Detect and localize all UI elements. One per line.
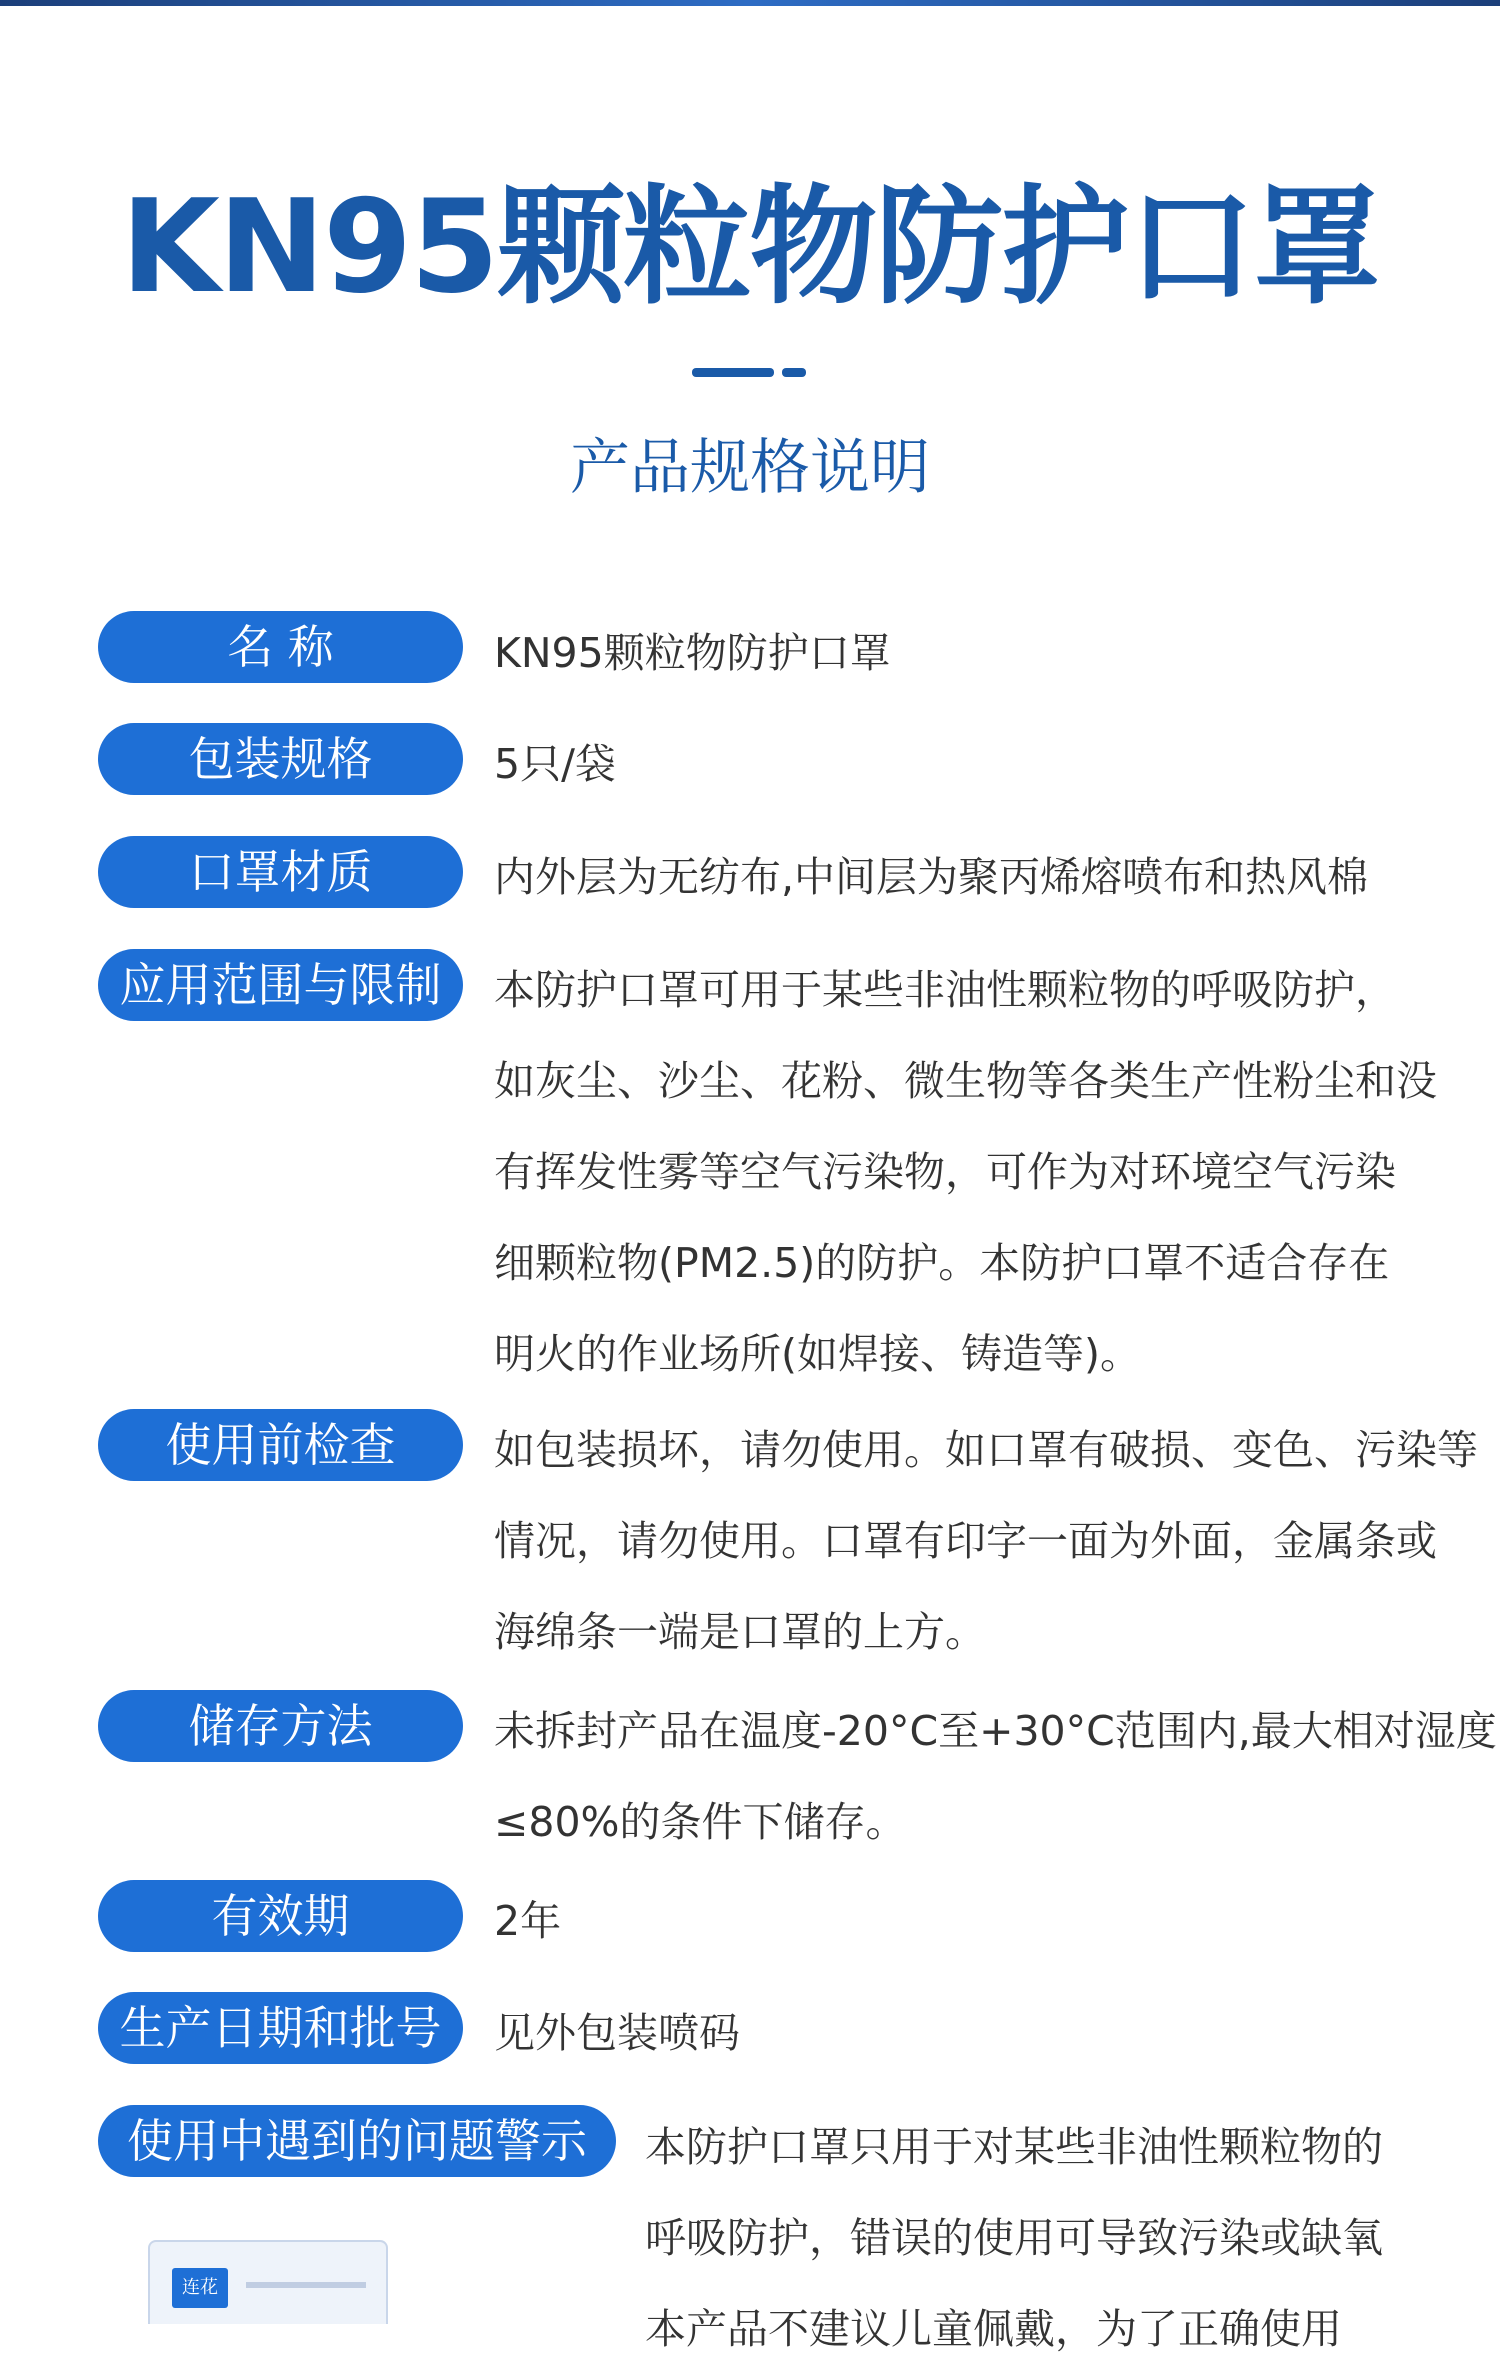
package-stripe bbox=[246, 2282, 366, 2288]
page-subtitle: 产品规格说明 bbox=[570, 433, 930, 503]
spec-label-scope: 应用范围与限制 bbox=[98, 949, 463, 1021]
spec-label-storage: 储存方法 bbox=[98, 1690, 463, 1762]
spec-value-line: 本防护口罩只用于对某些非油性颗粒物的 bbox=[645, 2123, 1383, 2171]
spec-value-line: 海绵条一端是口罩的上方。 bbox=[494, 1608, 986, 1656]
spec-value-line: 细颗粒物(PM2.5)的防护。本防护口罩不适合存在 bbox=[494, 1239, 1390, 1287]
spec-label-material: 口罩材质 bbox=[98, 836, 463, 908]
spec-value-scope bbox=[494, 945, 1494, 1400]
spec-value-line: 有挥发性雾等空气污染物，可作为对环境空气污染 bbox=[494, 1148, 1396, 1196]
spec-label-validity: 有效期 bbox=[98, 1880, 463, 1952]
page-title: KN95颗粒物防护口罩 bbox=[120, 173, 1380, 322]
spec-value-warning bbox=[645, 2102, 1465, 2375]
spec-value-batch bbox=[494, 1988, 1494, 2079]
spec-value-line: 如包装损坏，请勿使用。如口罩有破损、变色、污染等 bbox=[494, 1426, 1478, 1474]
spec-value-line: 明火的作业场所(如焊接、铸造等)。 bbox=[494, 1330, 1141, 1378]
spec-value-line: 呼吸防护，错误的使用可导致污染或缺氧 bbox=[645, 2214, 1383, 2262]
spec-value-name bbox=[494, 608, 1494, 699]
title-divider-long bbox=[692, 368, 774, 377]
title-divider-short bbox=[782, 368, 806, 377]
spec-value-line: 如灰尘、沙尘、花粉、微生物等各类生产性粉尘和没 bbox=[494, 1057, 1437, 1105]
spec-value-material bbox=[494, 832, 1494, 923]
spec-label-precheck: 使用前检查 bbox=[98, 1409, 463, 1481]
spec-value-line: 情况，请勿使用。口罩有印字一面为外面，金属条或 bbox=[494, 1517, 1437, 1565]
spec-value-line: 见外包装喷码 bbox=[494, 2009, 740, 2057]
spec-value-line: ≤80%的条件下储存。 bbox=[494, 1798, 907, 1846]
package-image bbox=[148, 2240, 388, 2324]
spec-label-package: 包装规格 bbox=[98, 723, 463, 795]
spec-value-line: 本产品不建议儿童佩戴，为了正确使用 bbox=[645, 2305, 1342, 2353]
spec-value-storage bbox=[494, 1686, 1497, 1868]
spec-value-line: 5只/袋 bbox=[494, 740, 616, 788]
spec-value-line: 未拆封产品在温度-20°C至+30°C范围内,最大相对湿度 bbox=[494, 1707, 1497, 1755]
spec-value-line: KN95颗粒物防护口罩 bbox=[494, 629, 891, 677]
spec-label-batch: 生产日期和批号 bbox=[98, 1992, 463, 2064]
spec-value-package bbox=[494, 719, 1494, 810]
spec-label-name: 名 称 bbox=[98, 611, 463, 683]
spec-value-line: 本防护口罩可用于某些非油性颗粒物的呼吸防护， bbox=[494, 966, 1396, 1014]
spec-value-line: 2年 bbox=[494, 1897, 562, 1945]
spec-value-precheck bbox=[494, 1405, 1494, 1678]
spec-value-line: 内外层为无纺布,中间层为聚丙烯熔喷布和热风棉 bbox=[494, 853, 1369, 901]
spec-value-validity bbox=[494, 1876, 1494, 1967]
package-brand-logo: 连花 bbox=[172, 2268, 228, 2308]
top-decorative-band bbox=[0, 0, 1500, 6]
spec-label-warning: 使用中遇到的问题警示 bbox=[98, 2105, 616, 2177]
